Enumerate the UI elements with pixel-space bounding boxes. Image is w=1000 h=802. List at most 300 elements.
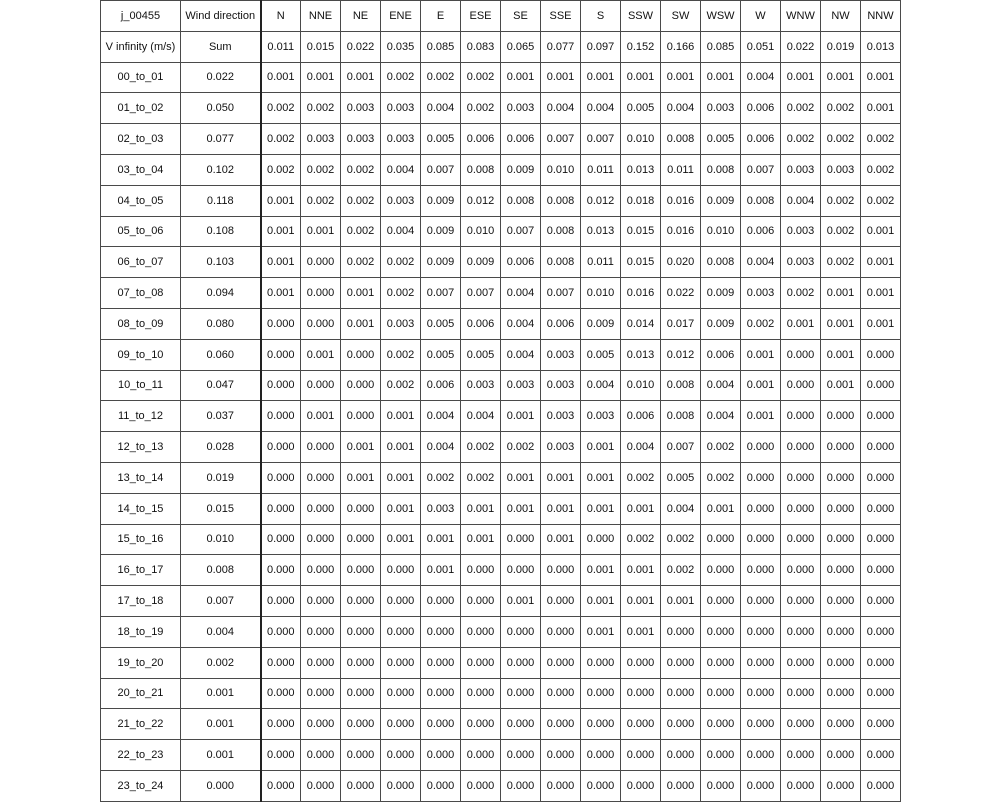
direction-sum-cell: 0.097 (581, 31, 621, 62)
frequency-cell: 0.000 (461, 740, 501, 771)
frequency-cell: 0.000 (581, 740, 621, 771)
direction-sum-cell: 0.022 (341, 31, 381, 62)
v-infinity-label-cell: V infinity (m/s) (101, 31, 181, 62)
row-sum-cell: 0.102 (181, 154, 261, 185)
frequency-cell: 0.001 (541, 524, 581, 555)
frequency-cell: 0.001 (701, 62, 741, 93)
frequency-cell: 0.004 (661, 493, 701, 524)
direction-header-s: S (581, 1, 621, 32)
speed-range-cell: 09_to_10 (101, 339, 181, 370)
frequency-cell: 0.006 (541, 308, 581, 339)
frequency-cell: 0.010 (701, 216, 741, 247)
frequency-cell: 0.003 (541, 370, 581, 401)
frequency-cell: 0.013 (581, 216, 621, 247)
frequency-cell: 0.000 (701, 555, 741, 586)
frequency-cell: 0.003 (541, 401, 581, 432)
frequency-cell: 0.016 (661, 185, 701, 216)
speed-range-cell: 13_to_14 (101, 462, 181, 493)
frequency-cell: 0.001 (341, 62, 381, 93)
frequency-cell: 0.002 (381, 62, 421, 93)
direction-sum-cell: 0.083 (461, 31, 501, 62)
frequency-cell: 0.000 (781, 401, 821, 432)
frequency-cell: 0.001 (501, 493, 541, 524)
direction-header-sw: SW (661, 1, 701, 32)
speed-range-cell: 10_to_11 (101, 370, 181, 401)
frequency-cell: 0.000 (621, 678, 661, 709)
frequency-cell: 0.000 (781, 740, 821, 771)
speed-range-cell: 05_to_06 (101, 216, 181, 247)
frequency-cell: 0.002 (661, 524, 701, 555)
frequency-cell: 0.000 (701, 740, 741, 771)
direction-sum-cell: 0.166 (661, 31, 701, 62)
frequency-cell: 0.008 (701, 247, 741, 278)
frequency-cell: 0.002 (381, 247, 421, 278)
frequency-cell: 0.000 (501, 555, 541, 586)
frequency-cell: 0.000 (501, 647, 541, 678)
direction-header-wnw: WNW (781, 1, 821, 32)
frequency-cell: 0.007 (741, 154, 781, 185)
frequency-cell: 0.000 (861, 401, 901, 432)
frequency-cell: 0.004 (381, 154, 421, 185)
row-sum-cell: 0.015 (181, 493, 261, 524)
frequency-cell: 0.004 (621, 432, 661, 463)
frequency-cell: 0.004 (741, 247, 781, 278)
frequency-cell: 0.000 (741, 740, 781, 771)
speed-range-cell: 15_to_16 (101, 524, 181, 555)
direction-header-n: N (261, 1, 301, 32)
frequency-cell: 0.000 (261, 339, 301, 370)
frequency-cell: 0.000 (581, 524, 621, 555)
frequency-cell: 0.000 (781, 709, 821, 740)
row-sum-cell: 0.108 (181, 216, 261, 247)
frequency-cell: 0.000 (541, 647, 581, 678)
frequency-cell: 0.000 (661, 709, 701, 740)
frequency-cell: 0.003 (381, 185, 421, 216)
row-sum-cell: 0.050 (181, 93, 261, 124)
frequency-cell: 0.001 (821, 278, 861, 309)
frequency-cell: 0.002 (861, 154, 901, 185)
frequency-cell: 0.002 (821, 247, 861, 278)
table-row (101, 647, 901, 678)
table-row (101, 524, 901, 555)
frequency-cell: 0.002 (461, 462, 501, 493)
row-sum-cell: 0.022 (181, 62, 261, 93)
frequency-cell: 0.001 (581, 616, 621, 647)
frequency-cell: 0.010 (461, 216, 501, 247)
frequency-cell: 0.001 (861, 93, 901, 124)
speed-range-cell: 02_to_03 (101, 124, 181, 155)
frequency-cell: 0.001 (741, 401, 781, 432)
row-sum-cell: 0.077 (181, 124, 261, 155)
frequency-cell: 0.000 (741, 524, 781, 555)
frequency-cell: 0.000 (421, 586, 461, 617)
frequency-cell: 0.010 (541, 154, 581, 185)
direction-sum-cell: 0.015 (301, 31, 341, 62)
frequency-cell: 0.003 (381, 308, 421, 339)
frequency-cell: 0.000 (261, 493, 301, 524)
frequency-cell: 0.001 (581, 432, 621, 463)
frequency-cell: 0.000 (781, 647, 821, 678)
frequency-cell: 0.000 (341, 586, 381, 617)
frequency-cell: 0.000 (261, 432, 301, 463)
speed-range-cell: 12_to_13 (101, 432, 181, 463)
direction-sum-cell: 0.035 (381, 31, 421, 62)
frequency-cell: 0.015 (621, 216, 661, 247)
table-row (101, 93, 901, 124)
frequency-cell: 0.000 (861, 339, 901, 370)
sum-row (101, 31, 901, 62)
frequency-cell: 0.000 (861, 493, 901, 524)
frequency-cell: 0.000 (741, 462, 781, 493)
row-sum-cell: 0.118 (181, 185, 261, 216)
frequency-cell: 0.009 (701, 278, 741, 309)
frequency-cell: 0.005 (421, 308, 461, 339)
row-sum-cell: 0.007 (181, 586, 261, 617)
frequency-cell: 0.003 (501, 93, 541, 124)
frequency-cell: 0.011 (581, 154, 621, 185)
frequency-cell: 0.006 (501, 124, 541, 155)
frequency-cell: 0.002 (461, 93, 501, 124)
frequency-cell: 0.004 (381, 216, 421, 247)
frequency-cell: 0.000 (341, 709, 381, 740)
frequency-cell: 0.000 (701, 678, 741, 709)
frequency-cell: 0.000 (821, 586, 861, 617)
frequency-cell: 0.000 (301, 524, 341, 555)
table-row (101, 678, 901, 709)
frequency-cell: 0.000 (421, 709, 461, 740)
frequency-cell: 0.000 (301, 555, 341, 586)
frequency-cell: 0.008 (701, 154, 741, 185)
frequency-cell: 0.000 (701, 709, 741, 740)
frequency-cell: 0.001 (261, 185, 301, 216)
frequency-cell: 0.000 (301, 247, 341, 278)
frequency-cell: 0.004 (661, 93, 701, 124)
frequency-cell: 0.001 (621, 493, 661, 524)
row-sum-cell: 0.103 (181, 247, 261, 278)
frequency-cell: 0.004 (541, 93, 581, 124)
frequency-cell: 0.000 (701, 770, 741, 801)
frequency-cell: 0.007 (541, 124, 581, 155)
direction-sum-cell: 0.051 (741, 31, 781, 62)
frequency-cell: 0.000 (341, 770, 381, 801)
frequency-cell: 0.002 (381, 339, 421, 370)
frequency-cell: 0.006 (701, 339, 741, 370)
frequency-cell: 0.000 (421, 770, 461, 801)
frequency-cell: 0.002 (461, 62, 501, 93)
direction-header-ne: NE (341, 1, 381, 32)
direction-header-nnw: NNW (861, 1, 901, 32)
frequency-cell: 0.000 (301, 709, 341, 740)
frequency-cell: 0.000 (861, 524, 901, 555)
row-sum-cell: 0.001 (181, 709, 261, 740)
frequency-cell: 0.000 (341, 555, 381, 586)
frequency-cell: 0.001 (261, 216, 301, 247)
speed-range-cell: 21_to_22 (101, 709, 181, 740)
speed-range-cell: 19_to_20 (101, 647, 181, 678)
frequency-cell: 0.001 (261, 278, 301, 309)
frequency-cell: 0.002 (661, 555, 701, 586)
frequency-cell: 0.000 (301, 616, 341, 647)
frequency-cell: 0.010 (621, 124, 661, 155)
frequency-cell: 0.001 (541, 493, 581, 524)
speed-range-cell: 23_to_24 (101, 770, 181, 801)
frequency-cell: 0.000 (781, 462, 821, 493)
frequency-cell: 0.004 (461, 401, 501, 432)
frequency-cell: 0.001 (341, 308, 381, 339)
frequency-cell: 0.000 (861, 616, 901, 647)
frequency-cell: 0.000 (541, 678, 581, 709)
frequency-cell: 0.002 (821, 124, 861, 155)
direction-header-ene: ENE (381, 1, 421, 32)
frequency-cell: 0.001 (501, 586, 541, 617)
frequency-cell: 0.002 (821, 93, 861, 124)
frequency-cell: 0.001 (381, 432, 421, 463)
frequency-cell: 0.001 (541, 62, 581, 93)
speed-range-cell: 18_to_19 (101, 616, 181, 647)
frequency-cell: 0.000 (421, 678, 461, 709)
frequency-cell: 0.000 (461, 770, 501, 801)
frequency-cell: 0.000 (821, 524, 861, 555)
wind-direction-label-cell: Wind direction (181, 1, 261, 32)
frequency-cell: 0.002 (341, 185, 381, 216)
frequency-cell: 0.000 (381, 647, 421, 678)
frequency-cell: 0.000 (741, 586, 781, 617)
frequency-cell: 0.010 (621, 370, 661, 401)
frequency-cell: 0.001 (541, 462, 581, 493)
frequency-cell: 0.009 (501, 154, 541, 185)
frequency-cell: 0.000 (821, 709, 861, 740)
frequency-cell: 0.001 (821, 370, 861, 401)
frequency-cell: 0.000 (261, 586, 301, 617)
speed-range-cell: 11_to_12 (101, 401, 181, 432)
frequency-cell: 0.000 (541, 555, 581, 586)
frequency-cell: 0.003 (781, 216, 821, 247)
frequency-cell: 0.008 (501, 185, 541, 216)
frequency-cell: 0.001 (621, 616, 661, 647)
frequency-cell: 0.002 (421, 462, 461, 493)
frequency-cell: 0.000 (821, 770, 861, 801)
frequency-cell: 0.004 (501, 339, 541, 370)
table-row (101, 709, 901, 740)
frequency-cell: 0.001 (341, 432, 381, 463)
frequency-cell: 0.001 (501, 401, 541, 432)
frequency-cell: 0.012 (581, 185, 621, 216)
frequency-cell: 0.006 (461, 308, 501, 339)
frequency-cell: 0.000 (501, 770, 541, 801)
direction-sum-cell: 0.022 (781, 31, 821, 62)
frequency-cell: 0.006 (421, 370, 461, 401)
frequency-cell: 0.000 (501, 709, 541, 740)
frequency-cell: 0.005 (661, 462, 701, 493)
frequency-cell: 0.004 (421, 401, 461, 432)
frequency-cell: 0.001 (661, 586, 701, 617)
table-row (101, 401, 901, 432)
frequency-cell: 0.002 (341, 154, 381, 185)
frequency-cell: 0.000 (501, 740, 541, 771)
frequency-cell: 0.002 (341, 216, 381, 247)
frequency-cell: 0.005 (581, 339, 621, 370)
sum-label-cell: Sum (181, 31, 261, 62)
frequency-cell: 0.000 (821, 401, 861, 432)
frequency-cell: 0.003 (461, 370, 501, 401)
frequency-cell: 0.000 (301, 770, 341, 801)
frequency-cell: 0.008 (741, 185, 781, 216)
frequency-cell: 0.000 (781, 524, 821, 555)
frequency-cell: 0.006 (741, 216, 781, 247)
frequency-cell: 0.002 (861, 124, 901, 155)
frequency-cell: 0.000 (381, 770, 421, 801)
table-row (101, 278, 901, 309)
frequency-cell: 0.001 (581, 586, 621, 617)
row-sum-cell: 0.047 (181, 370, 261, 401)
frequency-cell: 0.000 (621, 770, 661, 801)
frequency-cell: 0.000 (381, 616, 421, 647)
frequency-cell: 0.002 (701, 462, 741, 493)
frequency-cell: 0.008 (461, 154, 501, 185)
row-sum-cell: 0.002 (181, 647, 261, 678)
table-row (101, 616, 901, 647)
frequency-cell: 0.000 (461, 616, 501, 647)
frequency-cell: 0.002 (861, 185, 901, 216)
frequency-cell: 0.002 (621, 524, 661, 555)
frequency-cell: 0.000 (781, 370, 821, 401)
frequency-cell: 0.017 (661, 308, 701, 339)
row-sum-cell: 0.028 (181, 432, 261, 463)
frequency-cell: 0.000 (261, 555, 301, 586)
direction-header-se: SE (501, 1, 541, 32)
frequency-cell: 0.008 (661, 124, 701, 155)
frequency-cell: 0.001 (701, 493, 741, 524)
frequency-cell: 0.001 (581, 555, 621, 586)
speed-range-cell: 00_to_01 (101, 62, 181, 93)
frequency-cell: 0.001 (781, 62, 821, 93)
speed-range-cell: 04_to_05 (101, 185, 181, 216)
frequency-cell: 0.000 (781, 555, 821, 586)
frequency-cell: 0.000 (541, 616, 581, 647)
frequency-cell: 0.001 (821, 62, 861, 93)
table-row (101, 339, 901, 370)
frequency-cell: 0.000 (741, 770, 781, 801)
frequency-cell: 0.001 (661, 62, 701, 93)
frequency-cell: 0.012 (461, 185, 501, 216)
frequency-cell: 0.000 (861, 709, 901, 740)
frequency-cell: 0.000 (861, 647, 901, 678)
frequency-cell: 0.012 (661, 339, 701, 370)
frequency-cell: 0.000 (861, 586, 901, 617)
frequency-cell: 0.001 (581, 493, 621, 524)
frequency-cell: 0.000 (661, 740, 701, 771)
frequency-cell: 0.008 (661, 401, 701, 432)
frequency-cell: 0.001 (421, 555, 461, 586)
frequency-cell: 0.004 (421, 432, 461, 463)
frequency-cell: 0.000 (341, 740, 381, 771)
frequency-cell: 0.000 (541, 740, 581, 771)
frequency-cell: 0.000 (261, 308, 301, 339)
speed-range-cell: 14_to_15 (101, 493, 181, 524)
frequency-cell: 0.007 (501, 216, 541, 247)
frequency-cell: 0.000 (621, 647, 661, 678)
frequency-cell: 0.000 (861, 555, 901, 586)
frequency-cell: 0.000 (341, 524, 381, 555)
frequency-cell: 0.003 (781, 154, 821, 185)
frequency-cell: 0.000 (661, 770, 701, 801)
frequency-cell: 0.000 (301, 740, 341, 771)
frequency-cell: 0.001 (381, 462, 421, 493)
frequency-cell: 0.004 (501, 278, 541, 309)
frequency-cell: 0.003 (541, 339, 581, 370)
frequency-cell: 0.000 (781, 493, 821, 524)
frequency-cell: 0.002 (301, 93, 341, 124)
frequency-cell: 0.001 (381, 493, 421, 524)
frequency-cell: 0.004 (581, 370, 621, 401)
frequency-cell: 0.005 (421, 339, 461, 370)
frequency-cell: 0.000 (541, 770, 581, 801)
frequency-cell: 0.001 (381, 524, 421, 555)
frequency-cell: 0.003 (821, 154, 861, 185)
frequency-cell: 0.004 (741, 62, 781, 93)
frequency-cell: 0.022 (661, 278, 701, 309)
speed-range-cell: 06_to_07 (101, 247, 181, 278)
frequency-cell: 0.000 (861, 678, 901, 709)
frequency-cell: 0.011 (661, 154, 701, 185)
frequency-cell: 0.005 (701, 124, 741, 155)
frequency-cell: 0.000 (501, 616, 541, 647)
table-row (101, 432, 901, 463)
frequency-cell: 0.009 (701, 308, 741, 339)
frequency-cell: 0.000 (701, 586, 741, 617)
frequency-cell: 0.000 (501, 678, 541, 709)
frequency-cell: 0.003 (421, 493, 461, 524)
frequency-cell: 0.000 (781, 770, 821, 801)
frequency-cell: 0.003 (701, 93, 741, 124)
frequency-cell: 0.007 (421, 278, 461, 309)
frequency-cell: 0.000 (341, 616, 381, 647)
frequency-cell: 0.001 (741, 370, 781, 401)
direction-sum-cell: 0.019 (821, 31, 861, 62)
frequency-cell: 0.000 (621, 709, 661, 740)
frequency-cell: 0.000 (381, 709, 421, 740)
frequency-cell: 0.006 (461, 124, 501, 155)
frequency-cell: 0.000 (781, 616, 821, 647)
table-row (101, 62, 901, 93)
frequency-cell: 0.003 (581, 401, 621, 432)
frequency-cell: 0.000 (821, 432, 861, 463)
frequency-cell: 0.001 (341, 462, 381, 493)
frequency-cell: 0.007 (541, 278, 581, 309)
frequency-cell: 0.003 (741, 278, 781, 309)
speed-range-cell: 17_to_18 (101, 586, 181, 617)
frequency-cell: 0.000 (261, 462, 301, 493)
frequency-cell: 0.003 (341, 93, 381, 124)
frequency-cell: 0.008 (661, 370, 701, 401)
frequency-cell: 0.001 (501, 62, 541, 93)
frequency-cell: 0.000 (381, 555, 421, 586)
speed-range-cell: 22_to_23 (101, 740, 181, 771)
frequency-cell: 0.000 (581, 647, 621, 678)
direction-header-ese: ESE (461, 1, 501, 32)
frequency-cell: 0.000 (341, 370, 381, 401)
frequency-cell: 0.000 (301, 647, 341, 678)
frequency-cell: 0.000 (741, 616, 781, 647)
frequency-cell: 0.011 (581, 247, 621, 278)
frequency-cell: 0.001 (301, 339, 341, 370)
frequency-cell: 0.003 (381, 93, 421, 124)
frequency-cell: 0.000 (261, 616, 301, 647)
frequency-cell: 0.000 (421, 647, 461, 678)
direction-sum-cell: 0.152 (621, 31, 661, 62)
frequency-cell: 0.000 (741, 709, 781, 740)
frequency-cell: 0.001 (341, 278, 381, 309)
